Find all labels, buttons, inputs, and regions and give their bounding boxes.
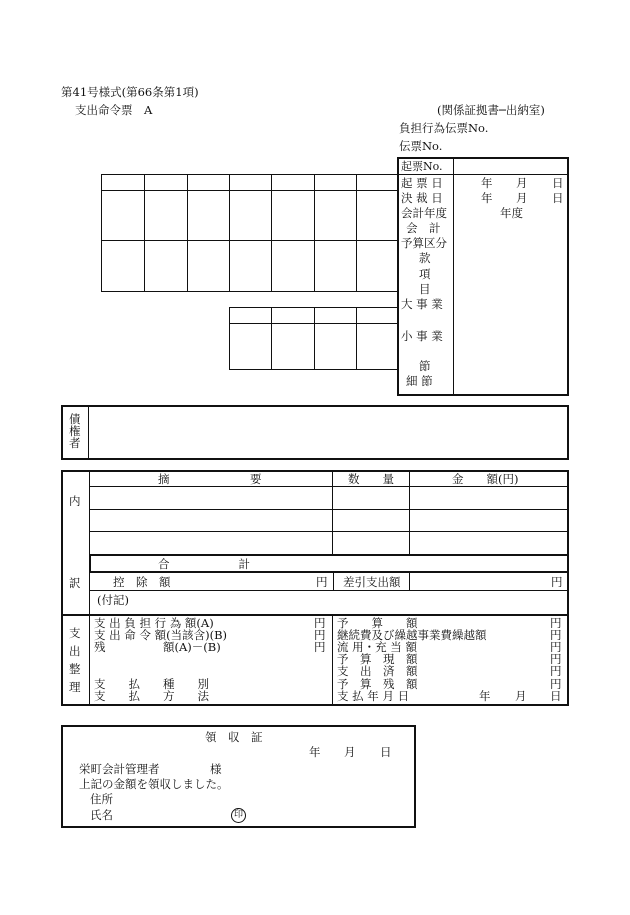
exp-right-unit: 円 xyxy=(550,677,562,691)
kihyo-date-label: 起 票 日 xyxy=(401,176,443,190)
exp-right-label: 支 出 済 額 xyxy=(337,664,418,678)
exp-left-unit: 円 xyxy=(314,628,326,642)
pay-date-month: 月 xyxy=(515,689,527,703)
kihyo-day: 日 xyxy=(552,176,564,190)
kessai-day: 日 xyxy=(552,191,564,205)
sho-jigyo-label: 小 事 業 xyxy=(401,329,443,343)
note-label: (付記) xyxy=(97,593,129,607)
receipt-name-label: 氏名 xyxy=(90,808,113,822)
saisetsu-label: 細 節 xyxy=(406,374,433,388)
exp-left-label: 支 払 種 別 xyxy=(94,677,209,691)
deduction-unit: 円 xyxy=(316,575,328,589)
col-summary-header: 摘 要 xyxy=(158,472,262,486)
exp-left-label: 支 出 負 担 行 為 額(A) xyxy=(94,616,214,630)
kan-label: 款 xyxy=(419,251,431,265)
exp-left-label: 残 額(A)－(B) xyxy=(94,640,221,654)
exp-right-label: 継続費及び繰越事業費繰越額 xyxy=(337,628,487,642)
setsu-label: 節 xyxy=(419,359,431,373)
receipt-day: 日 xyxy=(380,745,392,759)
exp-right-unit: 円 xyxy=(550,664,562,678)
deduction-label: 控 除 額 xyxy=(113,575,171,589)
receipt-honorific: 様 xyxy=(210,762,222,776)
receipt-address-label: 住所 xyxy=(90,792,113,806)
obligation-slip-number: 負担行為伝票No. xyxy=(399,121,489,135)
col-amount-header: 金 額(円) xyxy=(452,472,519,486)
slip-number: 伝票No. xyxy=(399,139,443,153)
net-payment-unit: 円 xyxy=(551,575,563,589)
creditor-label-2: 権 xyxy=(69,424,81,438)
exp-side-3: 整 xyxy=(69,662,81,676)
kaikei-label: 会 計 xyxy=(406,221,441,235)
kessai-month: 月 xyxy=(516,191,528,205)
exp-left-unit: 円 xyxy=(314,616,326,630)
exp-left-label: 支 出 命 令 額(当該含)(B) xyxy=(94,628,228,642)
pay-date-day: 日 xyxy=(550,689,562,703)
exp-right-unit: 円 xyxy=(550,628,562,642)
creditor-label-1: 債 xyxy=(69,412,81,426)
kou-label: 項 xyxy=(419,267,431,281)
creditor-label-3: 者 xyxy=(69,436,81,450)
kihyo-month: 月 xyxy=(516,176,528,190)
kessai-date-label: 決 裁 日 xyxy=(401,191,443,205)
exp-right-unit: 円 xyxy=(550,640,562,654)
exp-left-unit: 円 xyxy=(314,640,326,654)
seal-mark: 印 xyxy=(231,808,246,823)
receipt-month: 月 xyxy=(344,745,356,759)
budget-class-label: 予算区分 xyxy=(401,236,447,250)
exp-right-label: 流 用・充 当 額 xyxy=(337,640,417,654)
exp-right-label: 予 算 残 額 xyxy=(337,677,418,691)
breakdown-side-label-bottom: 訳 xyxy=(69,576,81,590)
exp-side-4: 理 xyxy=(69,680,81,694)
breakdown-side-label-top: 内 xyxy=(69,494,81,508)
nendo-label: 年度 xyxy=(500,206,523,220)
pay-date-label: 支 払 年 月 日 xyxy=(337,689,410,703)
kihyo-year: 年 xyxy=(481,176,493,190)
creditor-field[interactable] xyxy=(91,408,566,457)
net-payment-label: 差引支出額 xyxy=(343,575,401,589)
exp-right-label: 予 算 現 額 xyxy=(337,652,418,666)
exp-right-label: 予 算 額 xyxy=(337,616,418,630)
fiscal-year-label: 会計年度 xyxy=(401,206,447,220)
pay-date-year: 年 xyxy=(479,689,491,703)
moku-label: 目 xyxy=(419,282,431,296)
receipt-addressee: 栄町会計管理者 xyxy=(79,762,160,776)
receipt-year: 年 xyxy=(309,745,321,759)
exp-left-label: 支 払 方 法 xyxy=(94,689,209,703)
exp-right-unit: 円 xyxy=(550,652,562,666)
receipt-statement: 上記の金額を領収しました。 xyxy=(79,777,229,791)
total-label: 合 計 xyxy=(158,557,250,571)
form-title: 支出命令票 A xyxy=(75,103,153,117)
exp-side-2: 出 xyxy=(69,644,81,658)
dai-jigyo-label: 大 事 業 xyxy=(401,297,443,311)
kihyo-no-label: 起票No. xyxy=(401,160,443,173)
kessai-year: 年 xyxy=(481,191,493,205)
col-quantity-header: 数 量 xyxy=(348,472,394,486)
receipt-title: 領 収 証 xyxy=(205,730,263,744)
exp-right-unit: 円 xyxy=(550,616,562,630)
form-number: 第41号様式(第66条第1項) xyxy=(61,85,199,99)
exp-side-1: 支 xyxy=(69,626,81,640)
filing-note: (関係証拠書─出納室) xyxy=(437,103,545,117)
